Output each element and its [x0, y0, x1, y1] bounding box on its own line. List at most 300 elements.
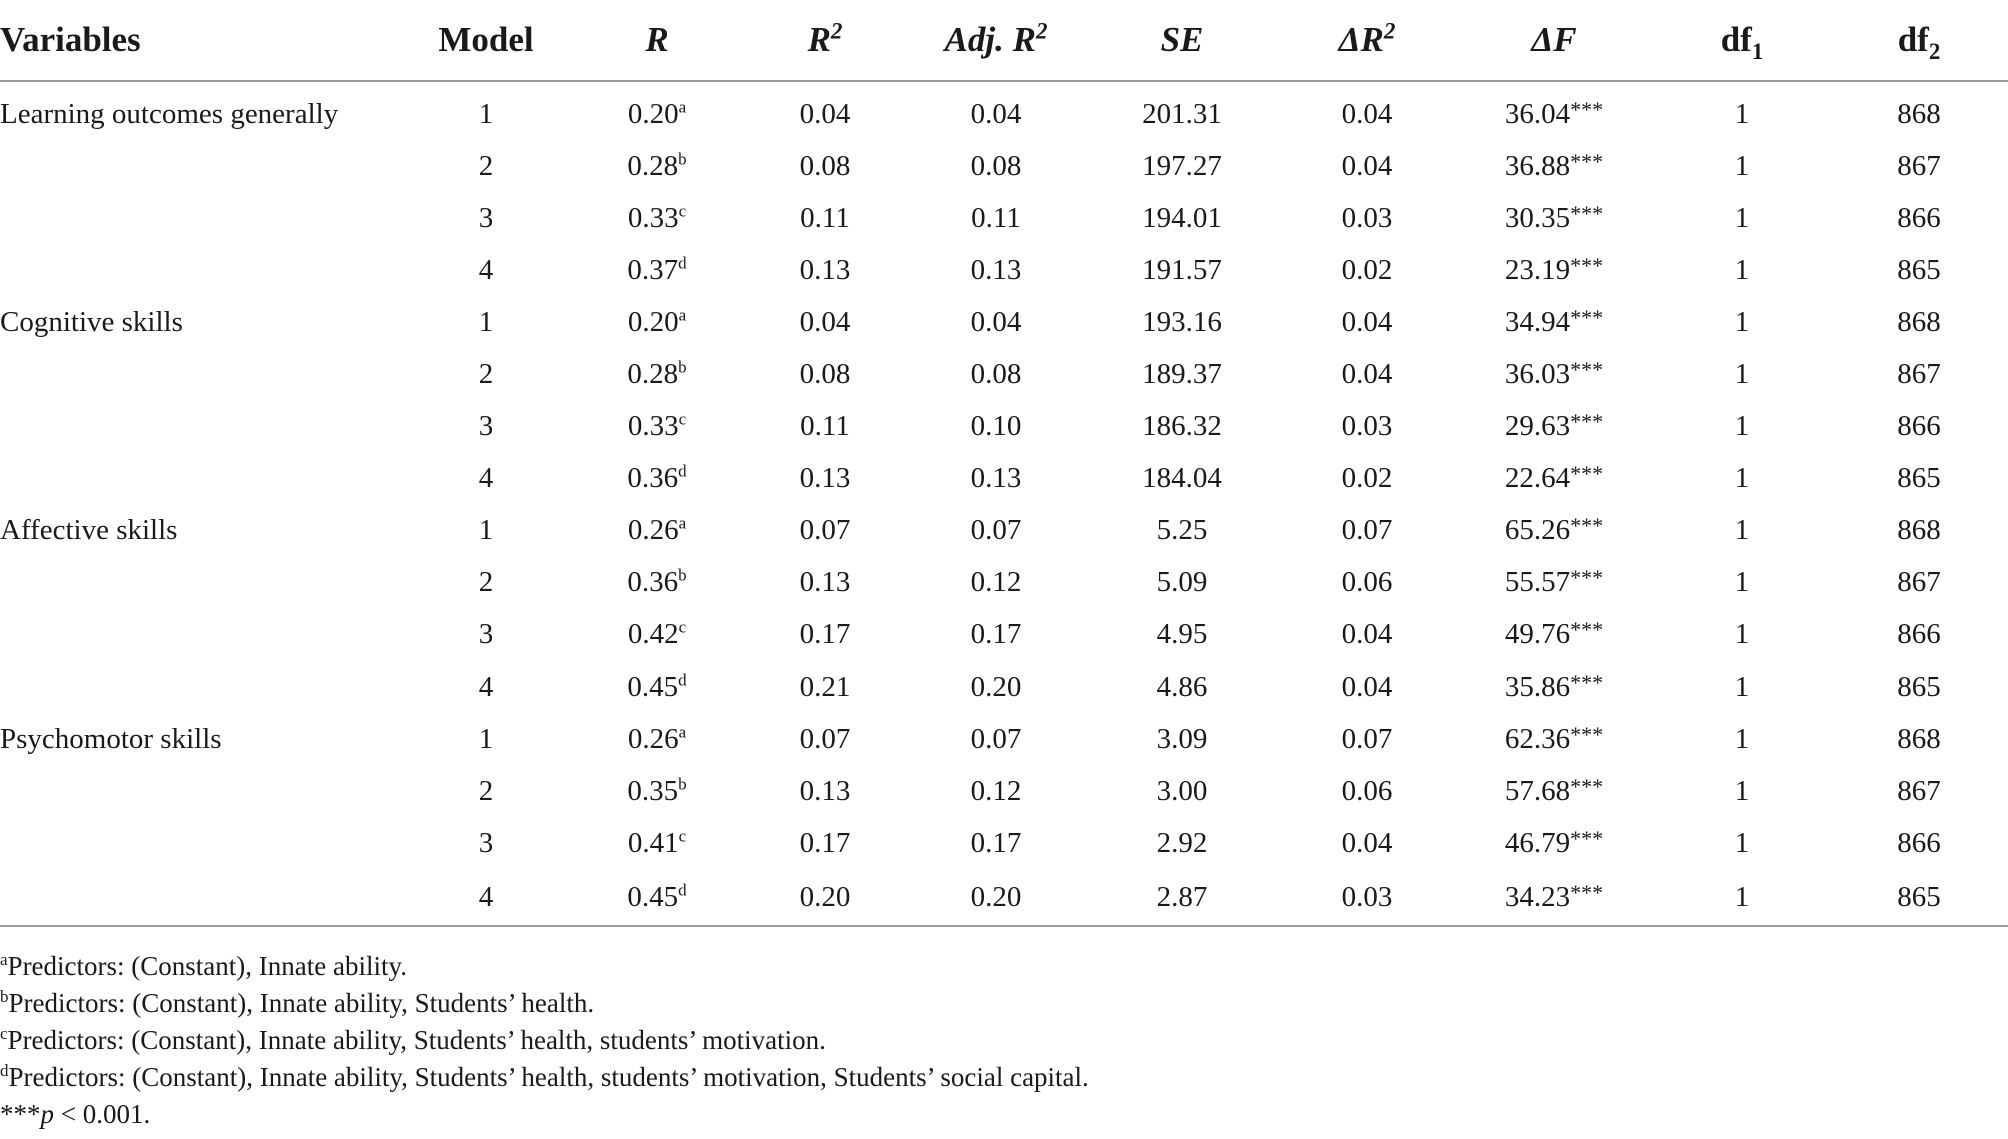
cell-model: [400, 661, 572, 713]
cell-delta-r-squared-value: 0.03: [1341, 880, 1393, 913]
significance-marker: ***: [1570, 148, 1604, 174]
cell-model: [400, 817, 572, 869]
significance-note: [0, 1096, 1089, 1133]
cell-se-value: 189.37: [1142, 358, 1222, 391]
cell-df1: [1654, 244, 1830, 296]
cell-r-squared: [742, 348, 908, 400]
cell-df1: [1654, 401, 1830, 453]
cell-delta-f-value: 34.23: [1504, 880, 1571, 913]
cell-model-value: 1: [478, 305, 494, 338]
cell-se-value: 2.87: [1156, 880, 1208, 913]
footnote-text: Predictors: (Constant), Innate ability.: [7, 951, 407, 981]
cell-df1-value: 1: [1734, 670, 1750, 703]
cell-delta-f: [1454, 817, 1654, 869]
cell-adj-r-squared-value: 0.17: [970, 618, 1022, 651]
footnote-marker: a: [678, 722, 687, 742]
footnote-mark: d: [0, 1061, 9, 1080]
cell-se-value: 4.95: [1156, 618, 1208, 651]
significance-marker: ***: [1570, 721, 1604, 747]
cell-delta-r-squared-value: 0.06: [1341, 774, 1393, 807]
significance-marker: ***: [1570, 773, 1604, 799]
footnotes: [0, 948, 1089, 1133]
cell-se-value: 184.04: [1142, 462, 1222, 495]
cell-adj-r-squared: [908, 140, 1084, 192]
cell-df2-value: 865: [1897, 880, 1941, 913]
header-df2: [1830, 0, 2008, 81]
cell-se: [1084, 713, 1280, 765]
cell-r-value: 0.35: [627, 774, 679, 807]
cell-r-squared: [742, 244, 908, 296]
cell-delta-f: [1454, 453, 1654, 505]
cell-df2-value: 865: [1897, 253, 1941, 286]
cell-r-value: 0.20: [627, 305, 679, 338]
cell-r-squared-value: 0.07: [799, 722, 851, 755]
cell-adj-r-squared: [908, 609, 1084, 661]
cell-variable: [0, 661, 400, 713]
cell-df1-value: 1: [1734, 305, 1750, 338]
cell-delta-r-squared: [1280, 453, 1454, 505]
cell-df2: [1830, 765, 2008, 817]
cell-adj-r-squared: [908, 661, 1084, 713]
table-row: [0, 609, 2008, 661]
cell-r-squared: [742, 817, 908, 869]
cell-delta-r-squared-value: 0.02: [1341, 462, 1393, 495]
cell-delta-r-squared: [1280, 81, 1454, 140]
cell-adj-r-squared-value: 0.04: [970, 97, 1022, 130]
cell-r: [572, 869, 742, 926]
cell-model-value: 1: [478, 514, 494, 547]
header-delta-r-squared: [1280, 0, 1454, 81]
cell-r: [572, 817, 742, 869]
cell-df2-value: 867: [1897, 774, 1941, 807]
cell-df1-value: 1: [1734, 253, 1750, 286]
footnote-marker: d: [678, 880, 687, 900]
cell-se-value: 201.31: [1142, 97, 1222, 130]
cell-delta-r-squared-value: 0.03: [1341, 410, 1393, 443]
cell-model-value: 1: [478, 722, 494, 755]
cell-df1-value: 1: [1734, 618, 1750, 651]
cell-delta-f-value: 35.86: [1504, 670, 1571, 703]
cell-adj-r-squared: [908, 401, 1084, 453]
footnote-mark: c: [0, 1024, 8, 1043]
cell-adj-r-squared-value: 0.07: [970, 722, 1022, 755]
cell-r-squared: [742, 609, 908, 661]
cell-variable: [0, 244, 400, 296]
cell-se-value: 191.57: [1142, 253, 1222, 286]
cell-delta-r-squared-value: 0.04: [1341, 618, 1393, 651]
footnote-marker: a: [678, 96, 687, 116]
table-row: [0, 505, 2008, 557]
header-dr2-base: ΔR: [1338, 20, 1384, 59]
cell-variable-value: Affective skills: [0, 514, 178, 547]
cell-se: [1084, 192, 1280, 244]
cell-df2: [1830, 244, 2008, 296]
cell-df1-value: 1: [1734, 201, 1750, 234]
cell-df1: [1654, 348, 1830, 400]
cell-r-value: 0.36: [627, 462, 679, 495]
cell-r-squared-value: 0.04: [799, 97, 851, 130]
cell-adj-r-squared-value: 0.17: [970, 826, 1022, 859]
cell-df1-value: 1: [1734, 880, 1750, 913]
cell-r-squared-value: 0.11: [800, 410, 850, 443]
cell-r-value: 0.26: [627, 514, 679, 547]
cell-r-squared: [742, 401, 908, 453]
significance-marker: ***: [1570, 879, 1604, 905]
cell-r-squared-value: 0.08: [799, 149, 851, 182]
significance-marker: ***: [1570, 96, 1604, 122]
cell-df2-value: 867: [1897, 566, 1941, 599]
cell-r: [572, 244, 742, 296]
cell-se-value: 194.01: [1142, 201, 1222, 234]
cell-model-value: 4: [478, 253, 494, 286]
cell-df2-value: 865: [1897, 462, 1941, 495]
table-row: [0, 140, 2008, 192]
footnote-marker: c: [678, 409, 687, 429]
cell-model-value: 1: [478, 97, 494, 130]
cell-se: [1084, 140, 1280, 192]
cell-df2: [1830, 401, 2008, 453]
table-row: [0, 453, 2008, 505]
cell-variable: [0, 869, 400, 926]
cell-model: [400, 140, 572, 192]
footnote-list: [0, 948, 1089, 1096]
cell-delta-r-squared: [1280, 557, 1454, 609]
header-adj-base: Adj. R: [944, 20, 1036, 59]
cell-se-value: 5.25: [1156, 514, 1208, 547]
cell-se-value: 2.92: [1156, 826, 1208, 859]
table-row: [0, 557, 2008, 609]
cell-adj-r-squared: [908, 81, 1084, 140]
cell-adj-r-squared-value: 0.13: [970, 462, 1022, 495]
footnote-text: Predictors: (Constant), Innate ability, Students’ health, students’ motivation.: [7, 1025, 826, 1055]
cell-df2-value: 868: [1897, 305, 1941, 338]
cell-df1-value: 1: [1734, 462, 1750, 495]
cell-model: [400, 453, 572, 505]
cell-delta-r-squared: [1280, 296, 1454, 348]
cell-adj-r-squared: [908, 244, 1084, 296]
cell-se: [1084, 244, 1280, 296]
cell-variable: [0, 140, 400, 192]
cell-df2-value: 865: [1897, 670, 1941, 703]
footnote: [0, 948, 1089, 985]
cell-df1: [1654, 296, 1830, 348]
cell-se-value: 5.09: [1156, 566, 1208, 599]
cell-r-squared: [742, 81, 908, 140]
header-r-squared-base: R: [807, 20, 831, 59]
cell-r: [572, 453, 742, 505]
cell-df2: [1830, 348, 2008, 400]
cell-adj-r-squared: [908, 765, 1084, 817]
cell-delta-r-squared: [1280, 192, 1454, 244]
cell-se: [1084, 505, 1280, 557]
cell-delta-r-squared: [1280, 869, 1454, 926]
cell-delta-r-squared-value: 0.04: [1341, 149, 1393, 182]
cell-r-squared: [742, 557, 908, 609]
cell-model: [400, 765, 572, 817]
cell-delta-r-squared: [1280, 765, 1454, 817]
cell-model: [400, 192, 572, 244]
cell-r-value: 0.41: [627, 826, 679, 859]
cell-se: [1084, 661, 1280, 713]
footnote: [0, 1059, 1089, 1096]
cell-r-squared: [742, 869, 908, 926]
significance-marker: ***: [1570, 200, 1604, 226]
cell-delta-f: [1454, 192, 1654, 244]
cell-variable-value: Cognitive skills: [0, 305, 183, 338]
cell-r-squared-value: 0.13: [799, 253, 851, 286]
cell-df1: [1654, 453, 1830, 505]
cell-model: [400, 869, 572, 926]
cell-r-value: 0.33: [627, 410, 679, 443]
footnote-marker: b: [678, 565, 687, 585]
footnote-marker: a: [678, 513, 687, 533]
cell-r: [572, 505, 742, 557]
cell-df1-value: 1: [1734, 722, 1750, 755]
table-row: [0, 661, 2008, 713]
cell-r-value: 0.45: [627, 880, 679, 913]
cell-delta-f-value: 49.76: [1504, 618, 1571, 651]
cell-delta-f: [1454, 244, 1654, 296]
cell-r-squared: [742, 661, 908, 713]
cell-df1: [1654, 505, 1830, 557]
cell-r-squared-value: 0.04: [799, 305, 851, 338]
cell-df2-value: 868: [1897, 514, 1941, 547]
cell-r-squared-value: 0.13: [799, 774, 851, 807]
cell-variable: [0, 765, 400, 817]
footnote-text: Predictors: (Constant), Innate ability, Students’ health, students’ motivation, Students’ social capital.: [8, 1062, 1089, 1092]
cell-delta-f: [1454, 557, 1654, 609]
cell-df2-value: 867: [1897, 149, 1941, 182]
header-df1-base: df: [1720, 20, 1752, 59]
cell-delta-r-squared-value: 0.04: [1341, 670, 1393, 703]
cell-adj-r-squared-value: 0.08: [970, 149, 1022, 182]
cell-delta-r-squared-value: 0.04: [1341, 97, 1393, 130]
cell-variable: [0, 557, 400, 609]
cell-r-value: 0.26: [627, 722, 679, 755]
footnote-marker: a: [678, 305, 687, 325]
significance-marker: ***: [1570, 357, 1604, 383]
cell-df1: [1654, 661, 1830, 713]
table-row: [0, 192, 2008, 244]
footnote-marker: b: [678, 357, 687, 377]
cell-delta-f-value: 36.04: [1504, 97, 1571, 130]
cell-model-value: 4: [478, 462, 494, 495]
cell-r-squared-value: 0.17: [799, 826, 851, 859]
table-row: [0, 713, 2008, 765]
cell-r: [572, 296, 742, 348]
cell-variable: [0, 713, 400, 765]
cell-r-squared-value: 0.11: [800, 201, 850, 234]
cell-df2: [1830, 713, 2008, 765]
cell-df1-value: 1: [1734, 826, 1750, 859]
cell-model-value: 2: [478, 149, 494, 182]
cell-model-value: 3: [478, 410, 494, 443]
cell-delta-f: [1454, 296, 1654, 348]
cell-df1: [1654, 765, 1830, 817]
significance-marker: ***: [1570, 252, 1604, 278]
cell-adj-r-squared-value: 0.12: [970, 566, 1022, 599]
header-df2-base: df: [1897, 20, 1929, 59]
cell-r-value: 0.36: [627, 566, 679, 599]
significance-marker: ***: [1570, 513, 1604, 539]
cell-delta-r-squared-value: 0.04: [1341, 826, 1393, 859]
cell-se: [1084, 348, 1280, 400]
cell-df2-value: 866: [1897, 618, 1941, 651]
table-row: [0, 296, 2008, 348]
cell-delta-f: [1454, 81, 1654, 140]
footnote-text: Predictors: (Constant), Innate ability, Students’ health.: [8, 988, 595, 1018]
cell-se-value: 3.00: [1156, 774, 1208, 807]
cell-df2-value: 867: [1897, 358, 1941, 391]
cell-delta-f: [1454, 713, 1654, 765]
header-variables: Variables: [0, 0, 400, 81]
cell-model: [400, 609, 572, 661]
significance-marker: ***: [1570, 409, 1604, 435]
cell-r-squared-value: 0.20: [799, 880, 851, 913]
significance-marker: ***: [1570, 617, 1604, 643]
cell-df2: [1830, 505, 2008, 557]
cell-variable: [0, 81, 400, 140]
cell-delta-r-squared-value: 0.07: [1341, 514, 1393, 547]
cell-adj-r-squared-value: 0.12: [970, 774, 1022, 807]
cell-adj-r-squared: [908, 453, 1084, 505]
cell-model-value: 4: [478, 880, 494, 913]
cell-delta-r-squared: [1280, 505, 1454, 557]
cell-r: [572, 140, 742, 192]
cell-delta-f: [1454, 505, 1654, 557]
cell-df2: [1830, 557, 2008, 609]
table-body: [0, 81, 2008, 926]
table-row: [0, 817, 2008, 869]
cell-model: [400, 713, 572, 765]
cell-df2-value: 868: [1897, 722, 1941, 755]
cell-variable-value: Psychomotor skills: [0, 722, 222, 755]
cell-r-squared: [742, 192, 908, 244]
footnote: [0, 985, 1089, 1022]
cell-se: [1084, 557, 1280, 609]
cell-adj-r-squared: [908, 869, 1084, 926]
table-row: [0, 244, 2008, 296]
cell-df2-value: 866: [1897, 201, 1941, 234]
header-se: SE: [1084, 0, 1280, 81]
cell-se: [1084, 81, 1280, 140]
header-r-squared: [742, 0, 908, 81]
cell-delta-r-squared: [1280, 244, 1454, 296]
cell-delta-f: [1454, 661, 1654, 713]
cell-df1: [1654, 557, 1830, 609]
table-row: [0, 81, 2008, 140]
cell-adj-r-squared-value: 0.08: [970, 358, 1022, 391]
footnote-marker: c: [678, 617, 687, 637]
cell-r-squared: [742, 140, 908, 192]
cell-adj-r-squared-value: 0.13: [970, 253, 1022, 286]
footnote-marker: d: [678, 669, 687, 689]
cell-adj-r-squared-value: 0.04: [970, 305, 1022, 338]
cell-variable: [0, 401, 400, 453]
header-model: Model: [400, 0, 572, 81]
cell-model-value: 3: [478, 826, 494, 859]
cell-delta-r-squared-value: 0.03: [1341, 201, 1393, 234]
cell-df1: [1654, 713, 1830, 765]
cell-delta-r-squared: [1280, 140, 1454, 192]
cell-delta-f-value: 29.63: [1504, 410, 1571, 443]
cell-delta-f-value: 22.64: [1504, 462, 1571, 495]
cell-r-squared: [742, 713, 908, 765]
cell-delta-r-squared: [1280, 713, 1454, 765]
header-row: [0, 0, 2008, 81]
cell-se: [1084, 609, 1280, 661]
cell-r-value: 0.42: [627, 618, 679, 651]
table-row: [0, 401, 2008, 453]
cell-r: [572, 557, 742, 609]
cell-adj-r-squared-value: 0.10: [970, 410, 1022, 443]
cell-se: [1084, 765, 1280, 817]
cell-df2-value: 866: [1897, 410, 1941, 443]
cell-se: [1084, 817, 1280, 869]
cell-adj-r-squared: [908, 348, 1084, 400]
header-df1-sub: 1: [1751, 39, 1764, 64]
cell-delta-f: [1454, 765, 1654, 817]
cell-adj-r-squared: [908, 713, 1084, 765]
header-r: R: [572, 0, 742, 81]
cell-adj-r-squared-value: 0.20: [970, 670, 1022, 703]
cell-delta-f-value: 34.94: [1504, 305, 1571, 338]
significance-p: p: [40, 1099, 54, 1129]
footnote: [0, 1022, 1089, 1059]
cell-delta-f: [1454, 609, 1654, 661]
cell-r: [572, 401, 742, 453]
cell-variable-value: Learning outcomes generally: [0, 97, 339, 130]
cell-model-value: 2: [478, 358, 494, 391]
footnote-marker: d: [678, 253, 687, 273]
cell-model: [400, 401, 572, 453]
cell-model-value: 2: [478, 566, 494, 599]
cell-df1-value: 1: [1734, 566, 1750, 599]
cell-df2: [1830, 869, 2008, 926]
significance-rest: < 0.001.: [54, 1099, 151, 1129]
cell-df1: [1654, 81, 1830, 140]
footnote-mark: b: [0, 987, 9, 1006]
cell-r-squared-value: 0.08: [799, 358, 851, 391]
cell-delta-r-squared-value: 0.07: [1341, 722, 1393, 755]
cell-delta-r-squared: [1280, 661, 1454, 713]
cell-r-value: 0.28: [627, 358, 679, 391]
cell-variable: [0, 296, 400, 348]
cell-delta-f: [1454, 869, 1654, 926]
significance-marker: ***: [1570, 461, 1604, 487]
cell-variable: [0, 505, 400, 557]
cell-r-squared: [742, 765, 908, 817]
cell-delta-f-value: 36.03: [1504, 358, 1571, 391]
cell-delta-f-value: 36.88: [1504, 149, 1571, 182]
cell-r-value: 0.37: [627, 253, 679, 286]
cell-r-squared: [742, 505, 908, 557]
cell-se-value: 197.27: [1142, 149, 1222, 182]
cell-delta-r-squared: [1280, 817, 1454, 869]
cell-r-value: 0.20: [627, 97, 679, 130]
cell-df1-value: 1: [1734, 149, 1750, 182]
cell-se: [1084, 453, 1280, 505]
cell-df1: [1654, 869, 1830, 926]
cell-adj-r-squared: [908, 192, 1084, 244]
cell-r-squared-value: 0.21: [799, 670, 851, 703]
cell-r: [572, 661, 742, 713]
cell-adj-r-squared-value: 0.20: [970, 880, 1022, 913]
cell-adj-r-squared-value: 0.07: [970, 514, 1022, 547]
cell-variable: [0, 192, 400, 244]
table-row: [0, 348, 2008, 400]
header-adj-sup: 2: [1035, 18, 1048, 44]
